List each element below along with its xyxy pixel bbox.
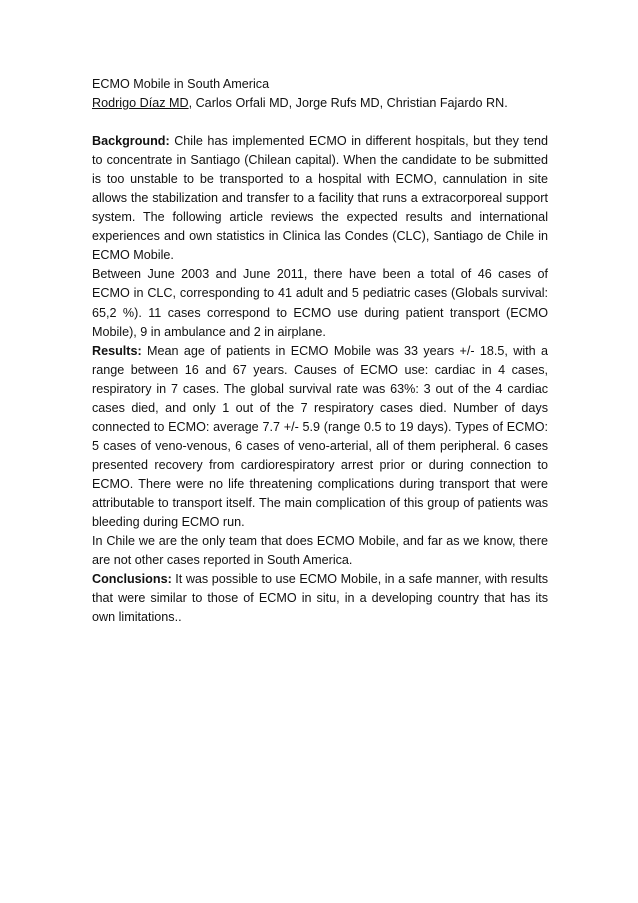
conclusions-label: Conclusions: [92,572,172,587]
conclusions-paragraph [92,570,548,627]
results-label: Results: [92,343,142,358]
methods-paragraph: Between June 2003 and June 2011, there have been a total of 46 cases of ECMO in CLC, corresponding to 41 adult and 5 pediatric cases (Globals survival: 65,2 %). 11 cases correspond to ECMO use during patient transport (ECMO Mobile), 9 in ambulance and 2 in airplane. [92,267,548,339]
conclusions-text: It was possible to use ECMO Mobile, in a safe manner, with results that were similar to those of ECMO in situ, in a developing country that has its own limitations.. [92,572,548,625]
background-paragraph [92,132,548,265]
results-text: Mean age of patients in ECMO Mobile was 33 years +/- 18.5, with a range between 16 and 67 years. Causes of ECMO use: cardiac in 4 cases, respiratory in 7 cases. The global survival rate was 63%: 3 out of the 4 cardiac cases died, and only 1 out of the 7 respiratory cases died. Number of days connected to ECMO: average 7.7 +/- 5.9 (range 0.5 to 19 days). Types of ECMO: 5 cases of veno-venous, 6 cases of veno-arterial, all of them peripheral. 6 cases presented recovery from cardiorespiratory arrest prior or during connection to ECMO. There were no life threatening complications during transport that were attributable to transport itself. The main complication of this group of patients was bleeding during ECMO run. [92,343,548,530]
chile-paragraph: In Chile we are the only team that does ECMO Mobile, and far as we know, there are not other cases reported in South America. [92,534,548,568]
co-authors: , Carlos Orfali MD, Jorge Rufs MD, Christian Fajardo RN. [188,96,508,111]
abstract-title: ECMO Mobile in South America [92,77,270,91]
background-text: Chile has implemented ECMO in different hospitals, but they tend to concentrate in Santiago (Chilean capital). When the candidate to be submitted is too unstable to be transported to a hospital with ECMO, cannulation in site allows the stabilization and transfer to a facility that runs a extracorporeal support system. The following article reviews the expected results and international experiences and own statistics in Clinica las Condes (CLC), Santiago de Chile in ECMO Mobile. [92,134,548,263]
author-list [92,94,548,113]
first-author: Rodrigo Díaz MD [92,96,189,111]
background-label: Background: [92,134,170,149]
results-paragraph [92,342,548,532]
abstract-page [92,75,548,627]
